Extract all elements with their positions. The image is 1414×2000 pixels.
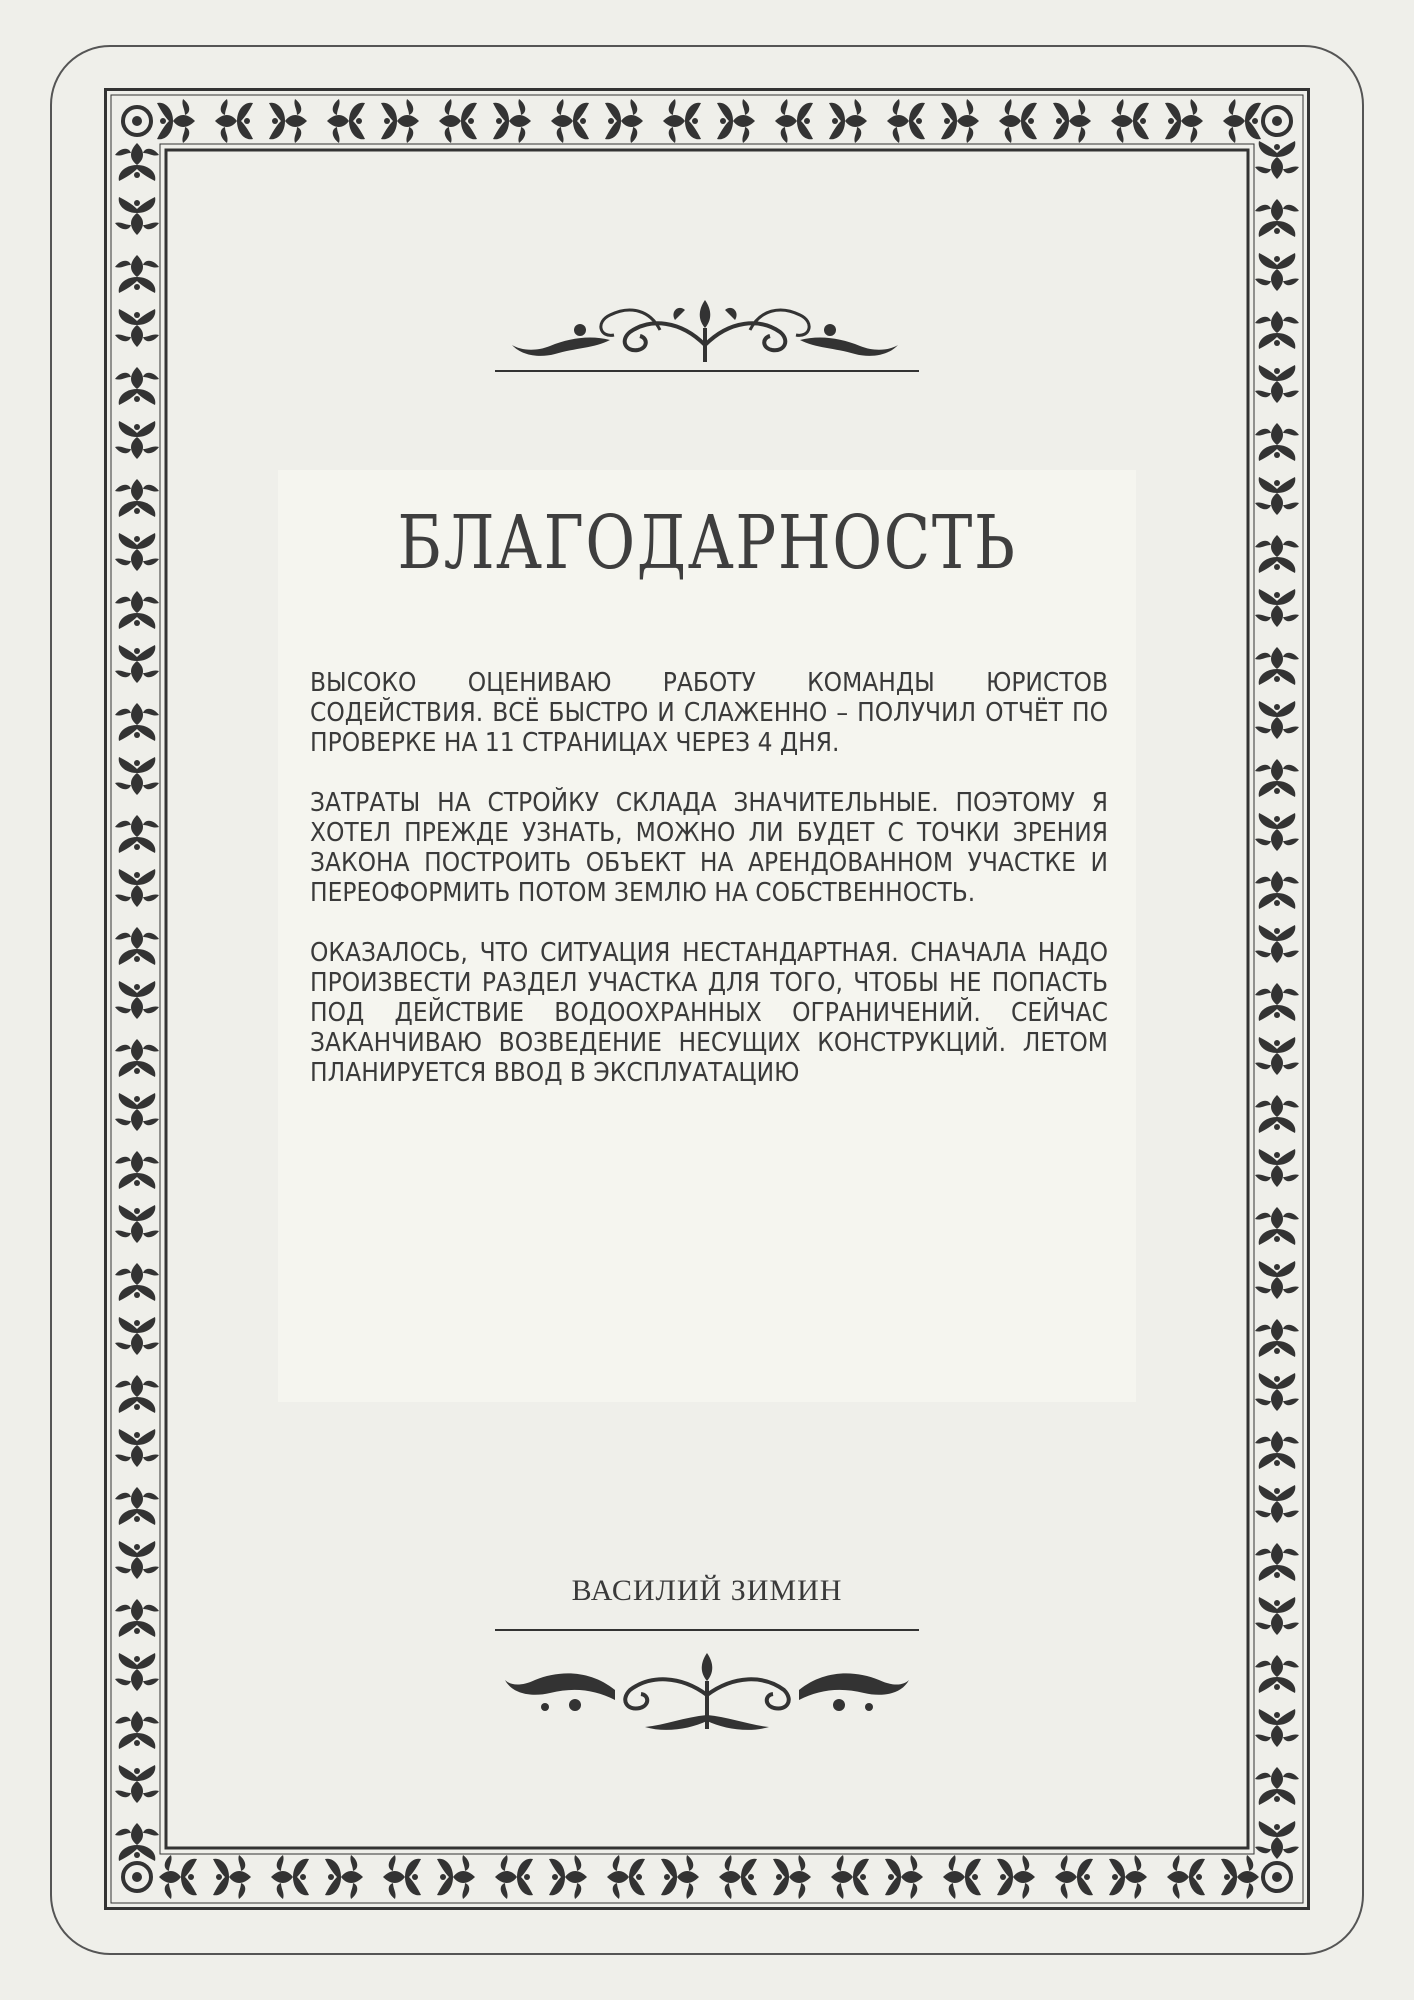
border-tile (1255, 1149, 1299, 1187)
border-tile (157, 99, 195, 143)
border-tile (325, 1855, 363, 1899)
border-tile (115, 255, 159, 293)
border-tile (1255, 1485, 1299, 1523)
border-tile (115, 197, 159, 235)
border-tile (115, 1263, 159, 1301)
border-tile (115, 1317, 159, 1355)
border-tile (115, 1375, 159, 1413)
border-tile (115, 309, 159, 347)
border-tile (1255, 1543, 1299, 1581)
border-tile (663, 99, 701, 143)
border-tile (1255, 1319, 1299, 1357)
border-tile (439, 99, 477, 143)
top-flourish-icon (510, 290, 900, 370)
border-tile (1255, 1431, 1299, 1469)
border-tile (1255, 423, 1299, 461)
border-tile (1111, 99, 1149, 143)
border-tile (551, 99, 589, 143)
border-tile (1255, 759, 1299, 797)
border-tile (115, 981, 159, 1019)
bottom-flourish-icon (505, 1645, 909, 1735)
testimonial-text (310, 668, 1108, 1118)
border-tile (717, 99, 755, 143)
border-tile (115, 143, 159, 181)
border-tile (831, 1855, 869, 1899)
border-tile (493, 99, 531, 143)
top-divider (495, 370, 919, 372)
border-tile (269, 99, 307, 143)
border-tile (213, 1855, 251, 1899)
border-tile (271, 1855, 309, 1899)
signature-line (495, 1629, 919, 1631)
border-tile (1255, 1655, 1299, 1693)
border-tile (1221, 1855, 1259, 1899)
border-tile (115, 1429, 159, 1467)
border-tile (495, 1855, 533, 1899)
border-tile (1109, 1855, 1147, 1899)
border-tile (215, 99, 253, 143)
border-tile (997, 1855, 1035, 1899)
border-tile (1255, 1597, 1299, 1635)
border-tile (1255, 647, 1299, 685)
border-tile (115, 479, 159, 517)
border-tile (115, 1711, 159, 1749)
border-tile (1255, 1037, 1299, 1075)
border-tile (943, 1855, 981, 1899)
border-tile (885, 1855, 923, 1899)
border-tile (1255, 199, 1299, 237)
border-tile (999, 99, 1037, 143)
border-tile (887, 99, 925, 143)
border-tile (115, 645, 159, 683)
border-tile (1255, 1767, 1299, 1805)
border-tile (115, 757, 159, 795)
border-tile (383, 1855, 421, 1899)
border-tile (115, 1541, 159, 1579)
border-tile (607, 1855, 645, 1899)
border-tile (1255, 253, 1299, 291)
border-tile (115, 1039, 159, 1077)
border-tile (437, 1855, 475, 1899)
border-tile (115, 1765, 159, 1803)
border-tile (115, 1151, 159, 1189)
border-tile (829, 99, 867, 143)
border-tile (1255, 589, 1299, 627)
border-tile (773, 1855, 811, 1899)
border-tile (115, 1487, 159, 1525)
border-tile (1255, 813, 1299, 851)
paragraph: ВЫСОКО ОЦЕНИВАЮ РАБОТУ КОМАНДЫ ЮРИСТОВ СОДЕЙСТВИЯ. ВСЁ БЫСТРО И СЛАЖЕННО – ПОЛУЧИЛ ОТЧЁТ ПО ПРОВЕРКЕ НА 11 СТРАНИЦАХ ЧЕРЕЗ 4 ДНЯ. (310, 668, 1108, 758)
border-tile (1255, 983, 1299, 1021)
border-tile (605, 99, 643, 143)
border-tile (1255, 1821, 1299, 1859)
border-tile (1255, 365, 1299, 403)
border-tile (1255, 1709, 1299, 1747)
paragraph: ЗАТРАТЫ НА СТРОЙКУ СКЛАДА ЗНАЧИТЕЛЬНЫЕ. ПОЭТОМУ Я ХОТЕЛ ПРЕЖДЕ УЗНАТЬ, МОЖНО ЛИ БУДЕТ С ТОЧКИ ЗРЕНИЯ ЗАКОНА ПОСТРОИТЬ ОБЪЕКТ НА АРЕНДОВАННОМ УЧАСТКЕ И ПЕРЕОФОРМИТЬ ПОТОМ ЗЕМЛЮ НА СОБСТВЕННОСТЬ. (310, 788, 1108, 908)
border-tile (327, 99, 365, 143)
border-tile (1255, 1261, 1299, 1299)
border-tile (1165, 99, 1203, 143)
border-tile (1055, 1855, 1093, 1899)
border-tile (115, 533, 159, 571)
border-tile (159, 1855, 197, 1899)
border-tile (115, 1823, 159, 1861)
paragraph: ОКАЗАЛОСЬ, ЧТО СИТУАЦИЯ НЕСТАНДАРТНАЯ. СНАЧАЛА НАДО ПРОИЗВЕСТИ РАЗДЕЛ УЧАСТКА ДЛЯ ТОГО, ЧТОБЫ НЕ ПОПАСТЬ ПОД ДЕЙСТВИЕ ВОДООХРАННЫХ ОГРАНИЧЕНИЙ. СЕЙЧАС ЗАКАНЧИВАЮ ВОЗВЕДЕНИЕ НЕСУЩИХ КОНСТРУКЦИЙ. ЛЕТОМ ПЛАНИРУЕТСЯ ВВОД В ЭКСПЛУАТАЦИЮ (310, 938, 1108, 1088)
border-tile (115, 869, 159, 907)
signature-name: ВАСИЛИЙ ЗИМИН (571, 1574, 843, 1607)
border-tile (1255, 477, 1299, 515)
border-tile (1255, 1207, 1299, 1245)
border-tile (115, 1599, 159, 1637)
border-tile (1053, 99, 1091, 143)
border-tile (1223, 99, 1261, 143)
border-tile (381, 99, 419, 143)
border-tile (115, 1653, 159, 1691)
border-tile (1255, 871, 1299, 909)
border-tile (1255, 1373, 1299, 1411)
border-tile (1255, 1095, 1299, 1133)
border-tile (1167, 1855, 1205, 1899)
border-tile (719, 1855, 757, 1899)
border-tile (115, 815, 159, 853)
border-tile (1255, 701, 1299, 739)
border-tile (1255, 925, 1299, 963)
border-tile (115, 1205, 159, 1243)
border-tile (1255, 535, 1299, 573)
border-tile (115, 421, 159, 459)
border-tile (549, 1855, 587, 1899)
border-tile (115, 367, 159, 405)
border-tile (941, 99, 979, 143)
page-title: БЛАГОДАРНОСТЬ (397, 500, 1017, 586)
border-tile (115, 591, 159, 629)
border-tile (1255, 141, 1299, 179)
border-tile (115, 927, 159, 965)
border-tile (775, 99, 813, 143)
border-tile (115, 1093, 159, 1131)
border-tile (661, 1855, 699, 1899)
border-tile (115, 703, 159, 741)
border-tile (1255, 311, 1299, 349)
